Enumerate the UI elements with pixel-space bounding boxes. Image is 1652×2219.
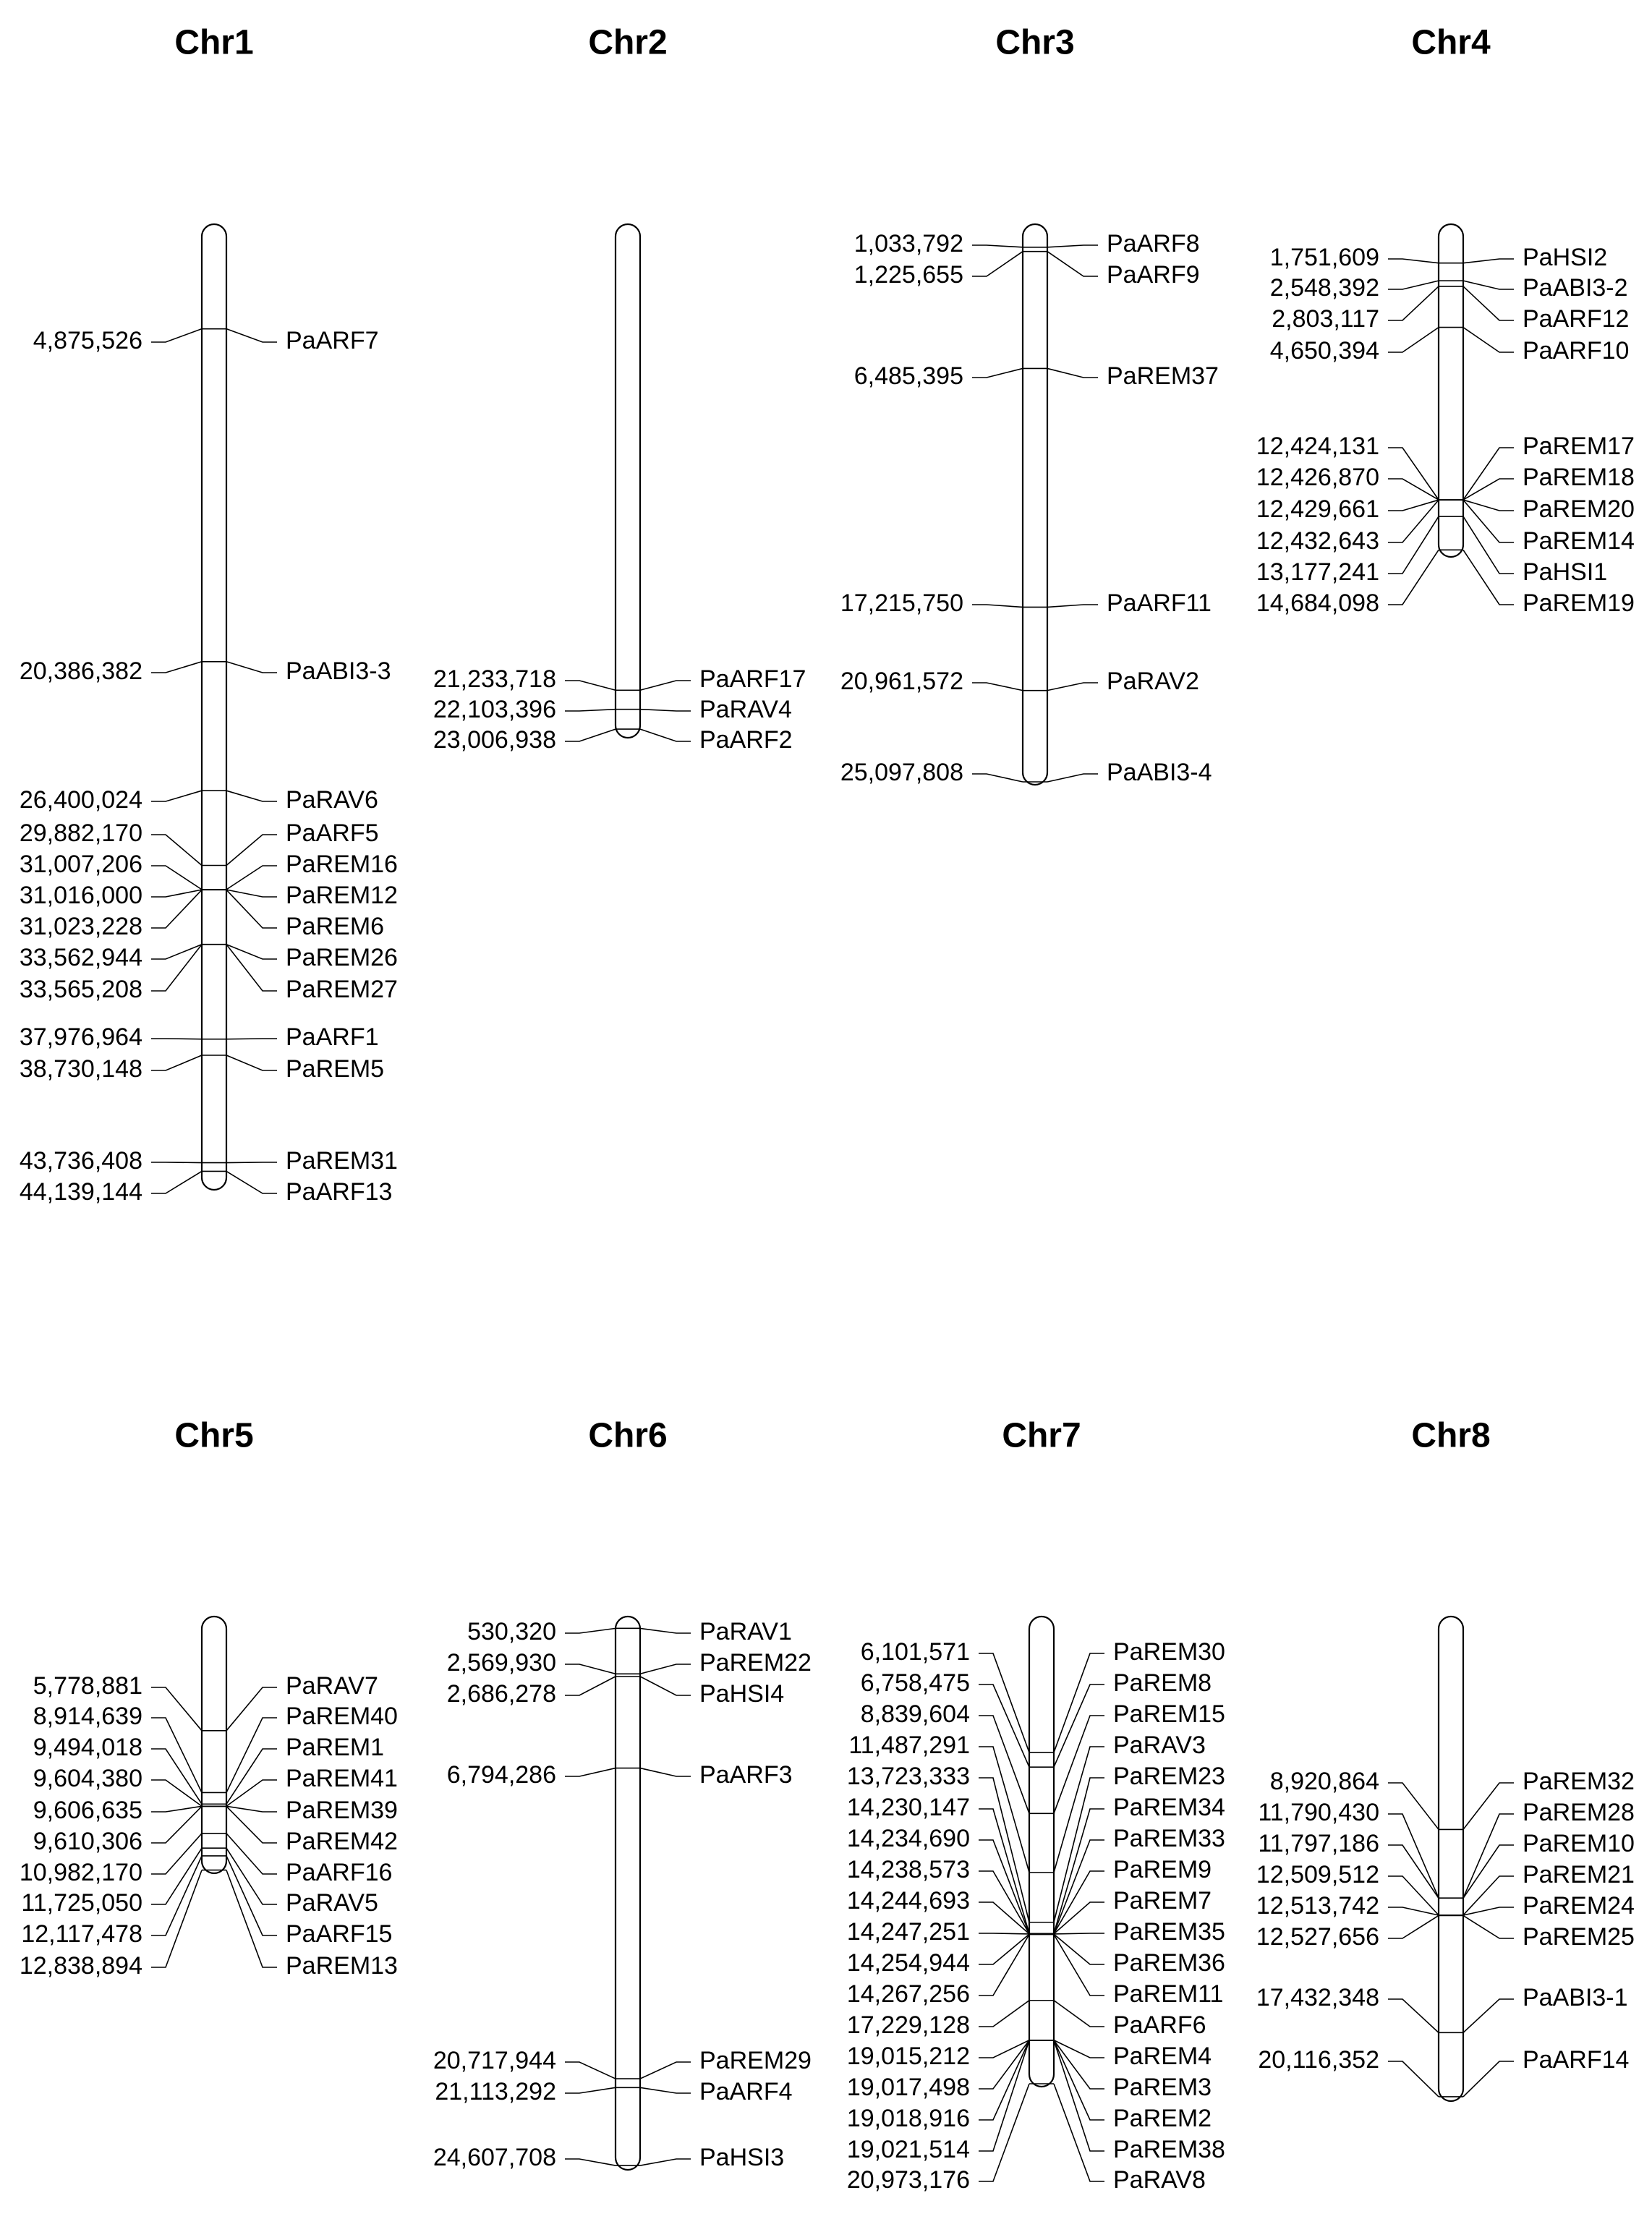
gene-name-label: PaARF4 [699, 2077, 793, 2105]
gene-position-label: 6,758,475 [860, 1669, 970, 1697]
position-connector [565, 2159, 616, 2165]
gene-name-label: PaREM38 [1113, 2135, 1225, 2163]
gene-name-label: PaREM20 [1523, 495, 1635, 523]
gene-name-label: PaREM22 [699, 1648, 812, 1677]
gene-position-label: 19,021,514 [846, 2135, 970, 2163]
gene-name-label: PaREM10 [1523, 1829, 1635, 1857]
gene-position-label: 9,606,635 [33, 1796, 142, 1824]
position-connector [151, 1171, 202, 1193]
position-connector [151, 890, 202, 897]
position-connector [979, 1934, 1029, 1964]
position-connector [972, 605, 1023, 607]
position-connector [151, 1806, 202, 1812]
gene-connector [640, 1628, 691, 1633]
gene-connector [226, 1856, 277, 1935]
gene-name-label: PaRAV7 [286, 1671, 378, 1700]
gene-connector [1047, 683, 1098, 691]
gene-position-label: 5,778,881 [33, 1671, 142, 1700]
gene-connector [1463, 1814, 1514, 1898]
gene-position-label: 1,225,655 [853, 260, 963, 289]
gene-position-label: 14,254,944 [846, 1948, 970, 1977]
gene-connector [226, 890, 277, 897]
gene-name-label: PaREM19 [1523, 589, 1635, 617]
position-connector [151, 791, 202, 801]
gene-connector [226, 329, 277, 342]
position-connector [1388, 259, 1439, 263]
gene-name-label: PaREM26 [286, 943, 398, 971]
gene-connector [1054, 1934, 1104, 1964]
chromosome-chr5 [20, 1417, 398, 1980]
gene-name-label: PaHSI2 [1523, 243, 1608, 271]
gene-connector [226, 835, 277, 866]
gene-connector [640, 710, 691, 711]
position-connector [565, 2062, 616, 2079]
gene-name-label: PaARF11 [1107, 589, 1212, 617]
gene-name-label: PaREM4 [1113, 2042, 1212, 2070]
gene-position-label: 11,487,291 [848, 1731, 970, 1759]
gene-name-label: PaARF17 [699, 665, 806, 693]
position-connector [565, 710, 616, 711]
gene-name-label: PaREM12 [286, 881, 398, 909]
gene-connector [1054, 2001, 1104, 2027]
gene-position-label: 12,513,742 [1256, 1891, 1379, 1920]
gene-connector [226, 662, 277, 673]
position-connector [979, 1653, 1029, 1752]
chromosome-title: Chr5 [174, 1416, 254, 1455]
gene-name-label: PaREM13 [286, 1951, 398, 1980]
gene-name-label: PaARF6 [1113, 2011, 1206, 2039]
gene-position-label: 33,565,208 [19, 975, 142, 1003]
chromosome-chr4 [1256, 24, 1635, 617]
gene-connector [1463, 328, 1514, 352]
gene-position-label: 17,215,750 [840, 589, 963, 617]
gene-position-label: 14,247,251 [846, 1917, 970, 1946]
gene-name-label: PaRAV4 [699, 695, 792, 723]
position-connector [565, 681, 616, 690]
chromosome-title: Chr2 [588, 23, 668, 62]
gene-name-label: PaREM25 [1523, 1922, 1635, 1951]
gene-connector [1463, 1845, 1514, 1898]
gene-connector [1054, 1653, 1104, 1752]
position-connector [979, 2001, 1029, 2027]
position-connector [151, 1856, 202, 1935]
position-connector [1388, 2061, 1439, 2097]
gene-name-label: PaREM21 [1523, 1860, 1635, 1888]
gene-name-label: PaREM15 [1113, 1700, 1225, 1728]
gene-connector [1463, 500, 1514, 542]
gene-connector [1054, 1685, 1104, 1767]
gene-connector [226, 1833, 277, 1874]
gene-connector [226, 945, 277, 959]
gene-position-label: 33,562,944 [19, 943, 142, 971]
gene-position-label: 12,838,894 [19, 1951, 142, 1980]
gene-connector [226, 1806, 277, 1812]
position-connector [1388, 500, 1439, 542]
position-connector [979, 2040, 1029, 2058]
position-connector [151, 1848, 202, 1904]
gene-name-label: PaRAV2 [1107, 667, 1199, 695]
chromosome-title: Chr3 [995, 23, 1075, 62]
gene-position-label: 8,914,639 [33, 1702, 142, 1730]
gene-position-label: 12,509,512 [1256, 1860, 1379, 1888]
gene-position-label: 2,548,392 [1269, 273, 1379, 302]
gene-name-label: PaREM40 [286, 1702, 398, 1730]
gene-connector [226, 1171, 277, 1193]
gene-position-label: 6,794,286 [446, 1760, 556, 1789]
gene-connector [226, 1848, 277, 1904]
position-connector [972, 774, 1023, 782]
gene-position-label: 2,803,117 [1272, 304, 1379, 333]
gene-name-label: PaREM42 [286, 1827, 398, 1855]
gene-connector [1463, 259, 1514, 263]
gene-position-label: 20,961,572 [840, 667, 963, 695]
gene-connector [640, 729, 691, 741]
position-connector [151, 1833, 202, 1874]
gene-connector [1054, 1933, 1104, 1934]
gene-name-label: PaHSI3 [699, 2143, 785, 2171]
gene-name-label: PaREM35 [1113, 1917, 1225, 1946]
gene-connector [1047, 245, 1098, 247]
gene-position-label: 14,684,098 [1256, 589, 1379, 617]
position-connector [565, 1768, 616, 1776]
gene-name-label: PaARF3 [699, 1760, 793, 1789]
chromosome-title: Chr1 [174, 23, 254, 62]
gene-position-label: 1,033,792 [853, 229, 963, 257]
chromosome-bar [616, 1617, 640, 2170]
gene-position-label: 12,424,131 [1256, 432, 1379, 460]
gene-position-label: 23,006,938 [433, 725, 556, 754]
position-connector [1388, 1915, 1439, 1938]
gene-position-label: 4,650,394 [1269, 336, 1379, 365]
gene-position-label: 6,101,571 [860, 1637, 970, 1666]
gene-position-label: 14,234,690 [846, 1824, 970, 1852]
gene-position-label: 12,527,656 [1256, 1922, 1379, 1951]
position-connector [565, 729, 616, 741]
gene-name-label: PaRAV1 [699, 1617, 792, 1645]
position-connector [151, 1718, 202, 1792]
position-connector [1388, 328, 1439, 352]
gene-name-label: PaREM17 [1523, 432, 1635, 460]
gene-position-label: 43,736,408 [19, 1146, 142, 1175]
gene-connector [226, 1055, 277, 1070]
gene-name-label: PaARF13 [286, 1177, 393, 1206]
chromosome-title: Chr4 [1411, 23, 1491, 62]
gene-name-label: PaARF5 [286, 819, 379, 847]
gene-connector [1463, 1907, 1514, 1915]
position-connector [979, 1933, 1029, 1934]
gene-position-label: 20,386,382 [19, 657, 142, 685]
gene-connector [1047, 252, 1098, 276]
gene-connector [1047, 368, 1098, 378]
position-connector [1388, 516, 1439, 574]
gene-position-label: 14,244,693 [846, 1886, 970, 1915]
gene-name-label: PaREM34 [1113, 1793, 1225, 1821]
gene-name-label: PaRAV8 [1113, 2165, 1206, 2194]
gene-name-label: PaREM29 [699, 2046, 812, 2074]
gene-connector [1463, 1999, 1514, 2032]
position-connector [151, 1055, 202, 1070]
gene-position-label: 29,882,170 [19, 819, 142, 847]
chromosome-bar [1439, 1617, 1463, 2101]
gene-name-label: PaREM39 [286, 1796, 398, 1824]
position-connector [151, 1870, 202, 1967]
gene-position-label: 2,569,930 [446, 1648, 556, 1677]
gene-connector [1463, 448, 1514, 500]
gene-name-label: PaARF16 [286, 1858, 393, 1886]
gene-connector [226, 1162, 277, 1163]
position-connector [151, 1687, 202, 1731]
gene-name-label: PaREM27 [286, 975, 398, 1003]
gene-position-label: 22,103,396 [433, 695, 556, 723]
chromosome-chr8 [1256, 1417, 1635, 2101]
gene-name-label: PaREM1 [286, 1733, 385, 1761]
gene-connector [640, 2159, 691, 2165]
gene-connector [226, 1718, 277, 1792]
gene-connector [640, 2087, 691, 2093]
gene-name-label: PaARF2 [699, 725, 793, 754]
gene-connector [1054, 2040, 1104, 2058]
gene-position-label: 19,018,916 [846, 2104, 970, 2132]
gene-position-label: 25,097,808 [840, 758, 963, 786]
gene-position-label: 17,432,348 [1256, 1983, 1379, 2011]
chromosome-chr2 [433, 24, 806, 754]
gene-name-label: PaREM14 [1523, 527, 1635, 555]
gene-position-label: 13,177,241 [1256, 558, 1379, 586]
gene-name-label: PaREM30 [1113, 1637, 1225, 1666]
position-connector [972, 245, 1023, 247]
gene-position-label: 17,229,128 [846, 2011, 970, 2039]
position-connector [151, 835, 202, 866]
gene-position-label: 20,973,176 [846, 2165, 970, 2194]
gene-position-label: 1,751,609 [1269, 243, 1379, 271]
gene-connector [1463, 516, 1514, 574]
position-connector [972, 683, 1023, 691]
gene-position-label: 44,139,144 [19, 1177, 142, 1206]
gene-name-label: PaARF1 [286, 1023, 379, 1051]
gene-connector [1054, 1747, 1104, 1873]
gene-name-label: PaHSI1 [1523, 558, 1608, 586]
gene-position-label: 38,730,148 [19, 1055, 142, 1083]
chromosome-bar [616, 224, 640, 738]
position-connector [151, 945, 202, 991]
gene-connector [640, 2062, 691, 2079]
gene-position-label: 6,485,395 [853, 362, 963, 390]
gene-position-label: 8,839,604 [860, 1700, 970, 1728]
position-connector [565, 1628, 616, 1633]
position-connector [565, 1677, 616, 1695]
chromosome-bar [202, 224, 226, 1190]
gene-connector [1047, 774, 1098, 782]
gene-position-label: 4,875,526 [33, 326, 142, 354]
gene-name-label: PaHSI4 [699, 1679, 785, 1708]
position-connector [1388, 1999, 1439, 2032]
gene-position-label: 10,982,170 [19, 1858, 142, 1886]
gene-name-label: PaRAV5 [286, 1888, 378, 1917]
gene-name-label: PaREM32 [1523, 1767, 1635, 1795]
gene-name-label: PaREM33 [1113, 1824, 1225, 1852]
position-connector [151, 329, 202, 342]
position-connector [151, 945, 202, 959]
position-connector [151, 866, 202, 890]
gene-name-label: PaREM6 [286, 912, 385, 940]
chromosome-chr7 [847, 1417, 1225, 2194]
gene-position-label: 12,432,643 [1256, 527, 1379, 555]
gene-name-label: PaREM3 [1113, 2073, 1212, 2101]
position-connector [1388, 286, 1439, 320]
position-connector [979, 1778, 1029, 1922]
gene-name-label: PaREM31 [286, 1146, 398, 1175]
gene-connector [1463, 281, 1514, 289]
position-connector [1388, 1814, 1439, 1898]
gene-connector [640, 1677, 691, 1695]
gene-name-label: PaREM36 [1113, 1948, 1225, 1977]
gene-name-label: PaREM18 [1523, 463, 1635, 491]
gene-name-label: PaARF12 [1523, 304, 1630, 333]
position-connector [1388, 448, 1439, 500]
position-connector [979, 1747, 1029, 1873]
gene-position-label: 11,797,186 [1258, 1829, 1379, 1857]
gene-name-label: PaREM41 [286, 1764, 398, 1792]
position-connector [151, 662, 202, 673]
chromosome-chr3 [840, 24, 1219, 786]
gene-position-label: 37,976,964 [19, 1023, 142, 1051]
chromosome-chr6 [433, 1417, 812, 2171]
gene-name-label: PaREM24 [1523, 1891, 1635, 1920]
gene-position-label: 31,023,228 [19, 912, 142, 940]
gene-name-label: PaREM11 [1113, 1980, 1224, 2008]
chromosome-title: Chr7 [1002, 1416, 1081, 1455]
gene-position-label: 21,233,718 [433, 665, 556, 693]
gene-connector [226, 866, 277, 890]
chromosome-bar [1439, 224, 1463, 557]
gene-position-label: 20,717,944 [433, 2046, 556, 2074]
gene-position-label: 14,230,147 [846, 1793, 970, 1821]
gene-position-label: 19,015,212 [846, 2042, 970, 2070]
gene-connector [640, 681, 691, 690]
gene-connector [1463, 550, 1514, 605]
gene-position-label: 31,007,206 [19, 850, 142, 878]
gene-connector [640, 1664, 691, 1674]
gene-name-label: PaABI3-2 [1523, 273, 1628, 302]
chromosome-bar [1023, 224, 1047, 785]
gene-position-label: 14,267,256 [846, 1980, 970, 2008]
gene-connector [226, 945, 277, 991]
gene-position-label: 14,238,573 [846, 1855, 970, 1883]
gene-connector [226, 890, 277, 928]
chromosome-bar [1029, 1617, 1054, 2087]
gene-name-label: PaARF10 [1523, 336, 1630, 365]
gene-name-label: PaREM2 [1113, 2104, 1212, 2132]
position-connector [565, 1664, 616, 1674]
gene-name-label: PaABI3-3 [286, 657, 391, 685]
gene-position-label: 20,116,352 [1258, 2045, 1379, 2074]
position-connector [1388, 281, 1439, 289]
gene-position-label: 31,016,000 [19, 881, 142, 909]
gene-name-label: PaRAV3 [1113, 1731, 1206, 1759]
chromosome-bar [202, 1617, 226, 1873]
gene-name-label: PaREM23 [1113, 1762, 1225, 1790]
gene-connector [1463, 1915, 1514, 1938]
gene-position-label: 530,320 [467, 1617, 556, 1645]
position-connector [1388, 1845, 1439, 1898]
gene-name-label: PaREM9 [1113, 1855, 1212, 1883]
chromosome-chr1 [20, 24, 398, 1206]
gene-connector [226, 1687, 277, 1731]
gene-name-label: PaABI3-4 [1107, 758, 1212, 786]
gene-name-label: PaARF8 [1107, 229, 1200, 257]
gene-position-label: 2,686,278 [446, 1679, 556, 1708]
gene-position-label: 26,400,024 [19, 785, 142, 814]
gene-position-label: 9,494,018 [33, 1733, 142, 1761]
gene-name-label: PaARF7 [286, 326, 379, 354]
gene-position-label: 12,117,478 [21, 1920, 142, 1948]
gene-name-label: PaREM5 [286, 1055, 385, 1083]
gene-position-label: 9,610,306 [33, 1827, 142, 1855]
gene-position-label: 8,920,864 [1269, 1767, 1379, 1795]
gene-name-label: PaREM8 [1113, 1669, 1212, 1697]
chromosome-title: Chr6 [588, 1416, 668, 1455]
gene-connector [1054, 2084, 1104, 2181]
gene-name-label: PaREM37 [1107, 362, 1219, 390]
gene-name-label: PaARF9 [1107, 260, 1200, 289]
gene-name-label: PaARF15 [286, 1920, 393, 1948]
position-connector [979, 2084, 1029, 2181]
gene-name-label: PaREM16 [286, 850, 398, 878]
gene-connector [226, 791, 277, 801]
position-connector [1388, 550, 1439, 605]
gene-position-label: 11,725,050 [21, 1888, 142, 1917]
position-connector [1388, 1907, 1439, 1915]
gene-position-label: 24,607,708 [433, 2143, 556, 2171]
gene-connector [1463, 286, 1514, 320]
gene-position-label: 12,426,870 [1256, 463, 1379, 491]
position-connector [1388, 1783, 1439, 1829]
gene-name-label: PaRAV6 [286, 785, 378, 814]
gene-position-label: 21,113,292 [435, 2077, 556, 2105]
chromosome-title: Chr8 [1411, 1416, 1491, 1455]
gene-connector [226, 1870, 277, 1967]
position-connector [972, 252, 1023, 276]
gene-name-label: PaABI3-1 [1523, 1983, 1628, 2011]
position-connector [151, 1162, 202, 1163]
gene-connector [1054, 1778, 1104, 1922]
gene-connector [1463, 1783, 1514, 1829]
gene-position-label: 11,790,430 [1258, 1798, 1379, 1826]
gene-connector [1047, 605, 1098, 607]
gene-name-label: PaREM28 [1523, 1798, 1635, 1826]
gene-name-label: PaARF14 [1523, 2045, 1630, 2074]
position-connector [972, 368, 1023, 378]
gene-position-label: 19,017,498 [846, 2073, 970, 2101]
gene-position-label: 13,723,333 [846, 1762, 970, 1790]
gene-connector [640, 1768, 691, 1776]
position-connector [979, 1685, 1029, 1767]
gene-name-label: PaREM7 [1113, 1886, 1212, 1915]
position-connector [565, 2087, 616, 2093]
position-connector [151, 890, 202, 928]
gene-connector [1463, 2061, 1514, 2097]
gene-position-label: 9,604,380 [33, 1764, 142, 1792]
gene-position-label: 12,429,661 [1256, 495, 1379, 523]
